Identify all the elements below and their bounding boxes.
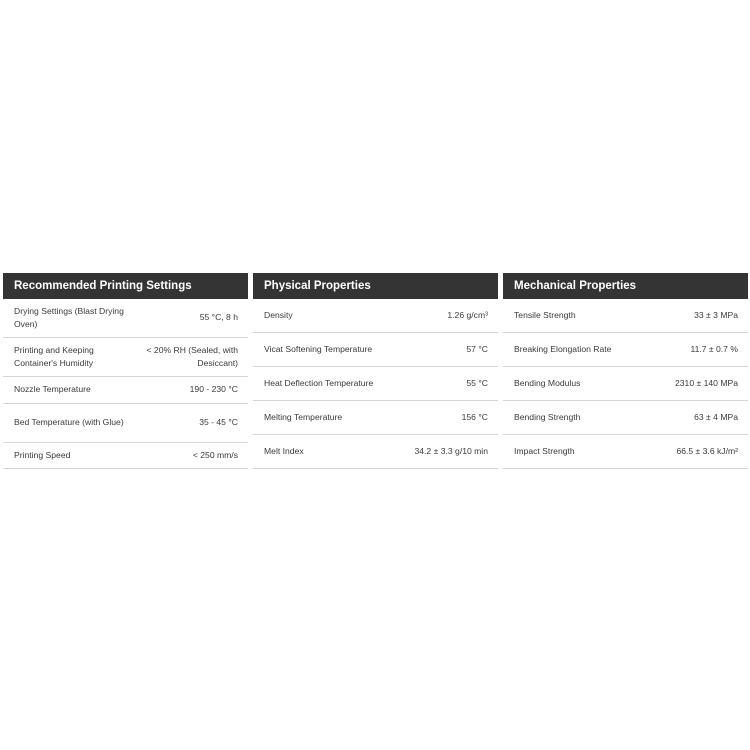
table-row [253, 401, 498, 435]
row-label: Melt Index [264, 445, 304, 456]
row-value: 33 ± 3 MPa [694, 309, 738, 320]
table-row [503, 367, 748, 401]
table-title: Recommended Printing Settings [3, 273, 248, 299]
physical-properties-table [253, 273, 498, 469]
table-row [3, 338, 248, 377]
table-row [253, 367, 498, 401]
row-label: Vicat Softening Temperature [264, 343, 373, 354]
row-value: 66.5 ± 3.6 kJ/m² [676, 445, 738, 456]
mechanical-properties-table [503, 273, 748, 469]
table-row [503, 299, 748, 333]
table-row [3, 377, 248, 404]
row-value: 1.26 g/cm³ [447, 309, 488, 320]
row-value: < 250 mm/s [192, 449, 238, 460]
table-row [3, 404, 248, 443]
table-row [503, 333, 748, 367]
row-value: 57 °C [466, 343, 488, 354]
row-value: 55 °C, 8 h [199, 312, 238, 323]
table-row [253, 435, 498, 469]
table-title: Physical Properties [253, 273, 498, 299]
spec-tables [3, 273, 748, 469]
row-label: Bed Temperature (with Glue) [14, 417, 124, 428]
row-label: Heat Deflection Temperature [264, 377, 374, 388]
row-label: Bending Strength [514, 411, 581, 422]
row-label: Tensile Strength [514, 309, 576, 320]
row-label: Melting Temperature [264, 411, 343, 422]
table-row [253, 299, 498, 333]
row-label: Impact Strength [514, 445, 575, 456]
table-row [503, 435, 748, 469]
row-label: Breaking Elongation Rate [514, 343, 612, 354]
table-title: Mechanical Properties [503, 273, 748, 299]
row-label: Bending Modulus [514, 377, 581, 388]
row-label: Drying Settings (Blast Drying Oven) [14, 305, 124, 329]
row-value: 11.7 ± 0.7 % [690, 343, 738, 354]
table-row [503, 401, 748, 435]
row-label: Nozzle Temperature [14, 384, 91, 395]
row-value: 2310 ± 140 MPa [674, 377, 738, 388]
row-value: 35 - 45 °C [199, 417, 238, 428]
row-value: 190 - 230 °C [189, 384, 238, 395]
row-value: < 20% RH (Sealed, with Desiccant) [146, 344, 238, 368]
row-value: 55 °C [466, 377, 488, 388]
row-value: 156 °C [461, 411, 488, 422]
row-value: 34.2 ± 3.3 g/10 min [414, 445, 488, 456]
table-row [3, 299, 248, 338]
row-value: 63 ± 4 MPa [694, 411, 738, 422]
row-label: Printing and Keeping Container's Humidity [14, 344, 94, 368]
table-row [253, 333, 498, 367]
row-label: Density [264, 309, 293, 320]
table-row [3, 443, 248, 469]
row-label: Printing Speed [14, 449, 71, 460]
printing-settings-table [3, 273, 248, 469]
